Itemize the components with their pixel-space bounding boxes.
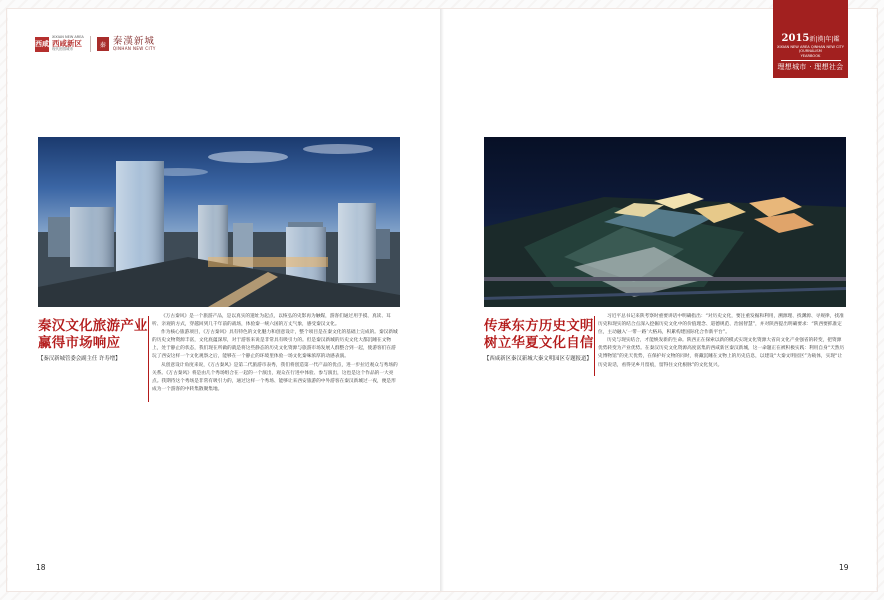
right-title-line1: 传承东方历史文明 bbox=[484, 318, 594, 334]
xixian-logo-english: XIXIAN NEW AREA bbox=[52, 35, 84, 40]
left-byline: 【秦汉新城管委会副主任 许寿增】 bbox=[38, 356, 121, 362]
badge-divider bbox=[781, 60, 841, 61]
left-paragraph: 从创意设计角度来说，《万古秦风》是第二代旅游市表秀，我们将创造第一代产品的优点，进一步拉近观众与秀场的关系。《万古秦风》将是由几个秀场组合在一起的一个演出，观众在行进中体验、参与演出，这也是这个作品的一大亮点。我期待这个秀场是非常有吸引力的，通过这样一个秀场、能够让来西安旅游的中外游客在秦汉新城过一夜，便是形成为一个游客的中转集散聚集地。 bbox=[152, 362, 398, 392]
xixian-seal-logo: 西咸 bbox=[35, 37, 49, 52]
right-paragraph: 历史与现实结合，才能焕发新的生命。陕西正在探索以新的模式实现文化资源大省向文化产业强省的转变，把资源优势转变为产业优势。在秦汉历史文化资源高度富集的西咸新区秦汉新城，这一命题正在被积极实践：利用自身“天然历史博物馆”的先天优势，在保护好文物的同时，将藏沉睡在文物上的历史信息，以建设“大秦文明园区”为载体，实现“让历史说话，看得见乡月留痕，留得住文化根脉”的文化复兴。 bbox=[598, 338, 845, 368]
left-paragraph: 作为核心旅游项目，《万古秦风》具有特色的文化魅力和创意设计，整个项目是在秦文化的基础上完成的。秦汉新城的历史文物资源丰富，文化底蕴深厚，对于游客来说是非常具有吸引力的。但是秦汉新城的历史文化大都沉睡在文物上，处于静止的状态，我们现在所做的就是将这些静态的历史文化资源与旅游市场发展人群整合到一起，使游客们在游玩了西安这样一个文化观察之后，能够在一个静止的环境里体验一场文化秦味浓厚的动感表演。 bbox=[152, 330, 398, 360]
right-paragraph: 习近平总书记来陕考察时重要讲话中明确指出：“对历史文化，要注重发掘和利用，溯源理、找渊源、寻规律，找准历史和现实的结合点深入挖掘历史文化中的价值理念、道德规范、治国智慧”，并对陕西提出明确要求：“陕西要抓准定位，主动融入‘一带一路’大格局，积累构建国际化合作新平台”。 bbox=[598, 314, 844, 336]
badge-year-suffix: 新|漢|年|鑑 bbox=[809, 36, 840, 43]
right-title-line2: 树立华夏文化自信 bbox=[484, 335, 594, 351]
right-byline: 【西咸新区秦汉新城大秦文明园区专题报道】 bbox=[484, 356, 592, 362]
yearbook-badge bbox=[773, 0, 848, 78]
header-logos bbox=[35, 36, 156, 52]
qinhan-logo-text bbox=[113, 37, 156, 51]
xixian-logo-name: 西咸新区 bbox=[52, 38, 82, 48]
left-divider-line bbox=[148, 316, 149, 402]
qinhan-house-icon: 秦 bbox=[97, 37, 109, 51]
page-number-right: 19 bbox=[839, 563, 849, 572]
left-title-line2: 赢得市场响应 bbox=[38, 335, 121, 351]
qinhan-logo-english: QINHAN NEW CITY bbox=[112, 45, 156, 51]
xixian-logo-tagline: 现代田园城市 bbox=[52, 47, 73, 52]
city-skyline-photo bbox=[38, 137, 400, 307]
left-title-line1: 秦汉文化旅游产业 bbox=[38, 318, 148, 334]
badge-english: XIXIAN NEW AREA QINHAN NEW CITY JOURNALISM YEARBOOK bbox=[777, 45, 844, 58]
palace-night-photo bbox=[484, 137, 846, 307]
badge-slogan: 理想城市 · 理想社会 bbox=[777, 63, 844, 72]
logo-divider bbox=[90, 36, 91, 52]
left-paragraph: 《万古秦风》是一个旅游产品，是以真实的遗址为起点，以恢弘的史影再为触媒，游客们通过用手摸、真读、耳听、亲观的方式，穿越回到几千年前的战场，体验秦一统六国的万丈气象，感受秦汉文化。 bbox=[152, 314, 391, 328]
badge-year: 2015新|漢|年|鑑 bbox=[781, 33, 840, 44]
page-number-left: 18 bbox=[36, 563, 46, 572]
xixian-logo-text bbox=[52, 36, 84, 52]
left-article-body bbox=[152, 313, 400, 394]
right-article-body bbox=[598, 313, 846, 370]
qinhan-logo-name: 秦漢新城 bbox=[112, 35, 155, 47]
right-divider-line bbox=[594, 316, 595, 376]
